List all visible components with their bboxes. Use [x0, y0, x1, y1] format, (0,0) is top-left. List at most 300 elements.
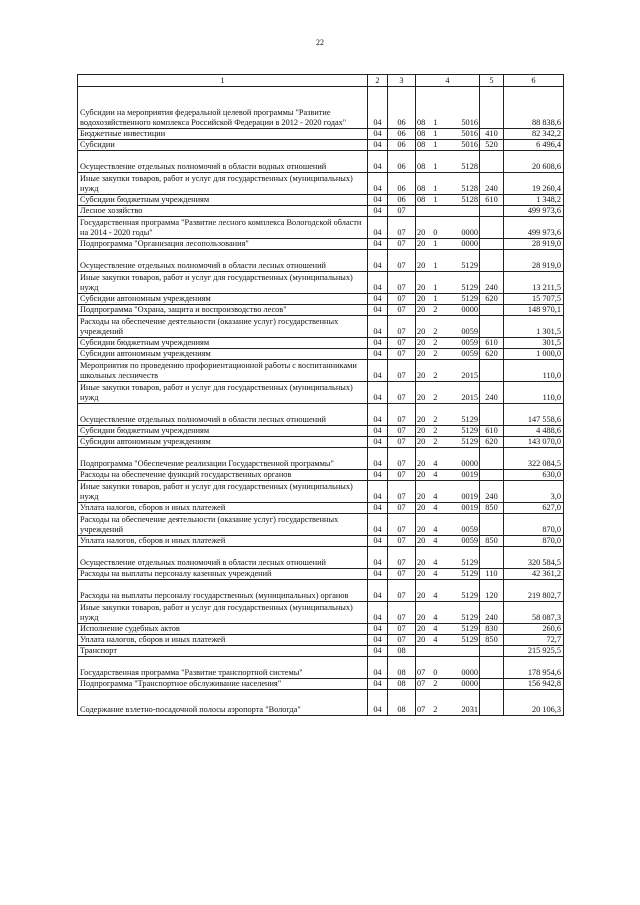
table-row [78, 602, 564, 624]
table-row [78, 140, 564, 151]
target-article-parts [417, 129, 478, 139]
section-code: 04 [368, 173, 388, 195]
direction-code [442, 239, 450, 249]
table-row [78, 316, 564, 338]
target-article-parts [417, 393, 478, 403]
direction-code [442, 492, 450, 502]
target-article-code [416, 536, 480, 547]
expense-code: 0000 [461, 679, 478, 688]
expense-code: 5129 [461, 635, 478, 644]
row-name: Субсидии бюджетным учреждениям [78, 338, 368, 349]
subsection-code: 06 [388, 151, 416, 173]
direction-code [442, 294, 450, 304]
amount: 156 942,8 [504, 679, 564, 690]
amount: 19 260,4 [504, 173, 564, 195]
section-code: 04 [368, 481, 388, 503]
amount: 301,5 [504, 338, 564, 349]
target-article-code [416, 239, 480, 250]
expense-type-code: 240 [480, 272, 504, 294]
direction-code [442, 140, 450, 150]
section-code: 04 [368, 437, 388, 448]
subsection-code: 07 [388, 360, 416, 382]
table-row [78, 217, 564, 239]
program-code: 20 [417, 470, 426, 479]
target-article-code [416, 250, 480, 272]
row-name: Расходы на выплаты персоналу казенных учреждений [78, 569, 368, 580]
expense-code: 5129 [461, 283, 478, 292]
row-name: Государственная программа "Развитие лесного комплекса Вологодской области на 2014 - 2020 годы" [78, 217, 368, 239]
table-row [78, 448, 564, 470]
expense-type-code: 610 [480, 195, 504, 206]
section-code: 04 [368, 250, 388, 272]
subsection-code: 07 [388, 437, 416, 448]
target-article-parts [417, 239, 478, 249]
subsection-code: 06 [388, 140, 416, 151]
table-row [78, 624, 564, 635]
section-code: 04 [368, 305, 388, 316]
target-article-code [416, 657, 480, 679]
table-header-row [78, 75, 564, 87]
section-code: 04 [368, 195, 388, 206]
amount: 147 558,6 [504, 404, 564, 426]
section-code: 04 [368, 569, 388, 580]
direction-code [442, 393, 450, 403]
subprogram-code: 2 [433, 349, 438, 358]
target-article-code [416, 151, 480, 173]
target-article-parts [417, 635, 478, 645]
subsection-code: 07 [388, 514, 416, 536]
expense-type-code [480, 305, 504, 316]
expense-code: 5129 [461, 294, 478, 303]
row-name: Субсидии автономным учреждениям [78, 294, 368, 305]
amount: 499 973,6 [504, 206, 564, 217]
expense-code: 0000 [461, 459, 478, 468]
amount: 260,6 [504, 624, 564, 635]
target-article-code [416, 217, 480, 239]
expense-code: 5016 [461, 140, 478, 149]
expense-type-code [480, 448, 504, 470]
section-code: 04 [368, 547, 388, 569]
program-code: 20 [417, 239, 426, 248]
row-name: Осуществление отдельных полномочий в области лесных отношений [78, 404, 368, 426]
direction-code [442, 162, 450, 172]
subsection-code: 08 [388, 657, 416, 679]
row-name: Субсидии автономным учреждениям [78, 437, 368, 448]
expense-type-code [480, 679, 504, 690]
row-name: Субсидии [78, 140, 368, 151]
expense-type-code: 240 [480, 602, 504, 624]
row-name: Осуществление отдельных полномочий в области лесных отношений [78, 250, 368, 272]
target-article-parts [417, 470, 478, 480]
direction-code [442, 371, 450, 381]
subprogram-code: 2 [433, 371, 438, 380]
expense-code: 5129 [461, 591, 478, 600]
expense-type-code [480, 646, 504, 657]
amount: 148 970,1 [504, 305, 564, 316]
program-code: 20 [417, 437, 426, 446]
amount: 320 584,5 [504, 547, 564, 569]
table-row [78, 360, 564, 382]
expense-code: 5129 [461, 415, 478, 424]
direction-code [442, 338, 450, 348]
target-article-parts [417, 705, 478, 715]
subsection-code: 07 [388, 272, 416, 294]
table-row [78, 195, 564, 206]
program-code: 20 [417, 371, 426, 380]
table-row [78, 503, 564, 514]
amount: 110,0 [504, 360, 564, 382]
program-code: 08 [417, 184, 426, 193]
program-code: 07 [417, 668, 426, 677]
section-code: 04 [368, 580, 388, 602]
target-article-code [416, 646, 480, 657]
subsection-code: 07 [388, 294, 416, 305]
program-code: 07 [417, 679, 426, 688]
direction-code [442, 195, 450, 205]
target-article-parts [417, 338, 478, 348]
section-code: 04 [368, 536, 388, 547]
target-article-code [416, 338, 480, 349]
program-code: 20 [417, 558, 426, 567]
expense-type-code: 110 [480, 569, 504, 580]
target-article-parts [417, 569, 478, 579]
section-code: 04 [368, 514, 388, 536]
column-header: 4 [416, 75, 480, 87]
column-header: 3 [388, 75, 416, 87]
target-article-code [416, 580, 480, 602]
subprogram-code: 2 [433, 705, 438, 714]
target-article-parts [417, 503, 478, 513]
row-name: Расходы на выплаты персоналу государственных (муниципальных) органов [78, 580, 368, 602]
row-name: Расходы на обеспечение деятельности (оказание услуг) государственных учреждений [78, 316, 368, 338]
expense-type-code: 240 [480, 382, 504, 404]
direction-code [442, 679, 450, 689]
target-article-parts [417, 437, 478, 447]
amount: 72,7 [504, 635, 564, 646]
subprogram-code: 1 [433, 129, 438, 138]
section-code: 04 [368, 316, 388, 338]
program-code: 20 [417, 338, 426, 347]
subprogram-code: 4 [433, 492, 438, 501]
expense-type-code [480, 206, 504, 217]
subprogram-code: 2 [433, 305, 438, 314]
direction-code [442, 327, 450, 337]
amount: 82 342,2 [504, 129, 564, 140]
target-article-code [416, 426, 480, 437]
program-code: 20 [417, 393, 426, 402]
target-article-parts [417, 261, 478, 271]
expense-code: 2031 [461, 705, 478, 714]
table-row [78, 87, 564, 129]
direction-code [442, 261, 450, 271]
expense-type-code: 850 [480, 635, 504, 646]
expense-code: 0019 [461, 470, 478, 479]
row-name: Субсидии бюджетным учреждениям [78, 426, 368, 437]
budget-table [77, 74, 564, 716]
direction-code [442, 536, 450, 546]
subprogram-code: 1 [433, 195, 438, 204]
subprogram-code: 0 [433, 228, 438, 237]
target-article-parts [417, 426, 478, 436]
expense-type-code [480, 657, 504, 679]
expense-type-code [480, 547, 504, 569]
subsection-code: 08 [388, 679, 416, 690]
program-code: 20 [417, 569, 426, 578]
direction-code [442, 415, 450, 425]
expense-code: 5128 [461, 195, 478, 204]
amount: 42 361,2 [504, 569, 564, 580]
target-article-parts [417, 679, 478, 689]
target-article-parts [417, 228, 478, 238]
subprogram-code: 4 [433, 536, 438, 545]
target-article-parts [417, 140, 478, 150]
column-header: 5 [480, 75, 504, 87]
expense-code: 5129 [461, 437, 478, 446]
expense-type-code: 410 [480, 129, 504, 140]
table-row [78, 657, 564, 679]
expense-type-code: 830 [480, 624, 504, 635]
expense-code: 0019 [461, 503, 478, 512]
target-article-parts [417, 591, 478, 601]
subsection-code: 08 [388, 646, 416, 657]
program-code: 20 [417, 415, 426, 424]
direction-code [442, 349, 450, 359]
direction-code [442, 525, 450, 535]
table-row [78, 338, 564, 349]
program-code: 08 [417, 118, 426, 127]
table-row [78, 250, 564, 272]
direction-code [442, 118, 450, 128]
expense-code: 5129 [461, 613, 478, 622]
subsection-code: 07 [388, 426, 416, 437]
section-code: 04 [368, 338, 388, 349]
target-article-code [416, 503, 480, 514]
expense-code: 0059 [461, 536, 478, 545]
subprogram-code: 2 [433, 437, 438, 446]
expense-type-code [480, 87, 504, 129]
subsection-code: 07 [388, 349, 416, 360]
amount: 627,0 [504, 503, 564, 514]
program-code: 20 [417, 635, 426, 644]
expense-code: 5129 [461, 261, 478, 270]
expense-code: 0059 [461, 349, 478, 358]
target-article-parts [417, 294, 478, 304]
amount: 110,0 [504, 382, 564, 404]
target-article-code [416, 294, 480, 305]
section-code: 04 [368, 657, 388, 679]
section-code: 04 [368, 129, 388, 140]
program-code: 20 [417, 283, 426, 292]
expense-code: 0000 [461, 305, 478, 314]
row-name: Лесное хозяйство [78, 206, 368, 217]
subprogram-code: 2 [433, 415, 438, 424]
target-article-parts [417, 118, 478, 128]
amount: 13 211,5 [504, 272, 564, 294]
target-article-parts [417, 195, 478, 205]
expense-code: 0059 [461, 327, 478, 336]
amount: 1 000,0 [504, 349, 564, 360]
target-article-code [416, 635, 480, 646]
direction-code [442, 459, 450, 469]
table-row [78, 294, 564, 305]
row-name: Иные закупки товаров, работ и услуг для государственных (муниципальных) нужд [78, 602, 368, 624]
table-row [78, 690, 564, 716]
program-code: 08 [417, 129, 426, 138]
program-code: 20 [417, 536, 426, 545]
direction-code [442, 613, 450, 623]
row-name: Субсидии бюджетным учреждениям [78, 195, 368, 206]
target-article-code [416, 360, 480, 382]
row-name: Подпрограмма "Обеспечение реализации Государственной программы" [78, 448, 368, 470]
table-row [78, 129, 564, 140]
column-header: 2 [368, 75, 388, 87]
target-article-parts [417, 525, 478, 535]
target-article-code [416, 129, 480, 140]
row-name: Уплата налогов, сборов и иных платежей [78, 503, 368, 514]
row-name: Уплата налогов, сборов и иных платежей [78, 536, 368, 547]
program-code: 20 [417, 228, 426, 237]
subsection-code: 07 [388, 305, 416, 316]
direction-code [442, 470, 450, 480]
row-name: Осуществление отдельных полномочий в области водных отношений [78, 151, 368, 173]
section-code: 04 [368, 679, 388, 690]
amount: 3,0 [504, 481, 564, 503]
program-code: 20 [417, 624, 426, 633]
direction-code [442, 228, 450, 238]
table-body [78, 87, 564, 716]
direction-code [442, 305, 450, 315]
expense-code: 5129 [461, 426, 478, 435]
section-code: 04 [368, 426, 388, 437]
expense-type-code [480, 690, 504, 716]
amount: 870,0 [504, 536, 564, 547]
table-row [78, 382, 564, 404]
table-row [78, 305, 564, 316]
target-article-code [416, 404, 480, 426]
direction-code [442, 283, 450, 293]
section-code: 04 [368, 272, 388, 294]
expense-code: 5129 [461, 558, 478, 567]
row-name: Иные закупки товаров, работ и услуг для государственных (муниципальных) нужд [78, 272, 368, 294]
subsection-code: 07 [388, 448, 416, 470]
table-row [78, 349, 564, 360]
row-name: Осуществление отдельных полномочий в области лесных отношений [78, 547, 368, 569]
program-code: 08 [417, 140, 426, 149]
amount: 88 838,6 [504, 87, 564, 129]
section-code: 04 [368, 690, 388, 716]
row-name: Бюджетные инвестиции [78, 129, 368, 140]
table-row [78, 404, 564, 426]
subsection-code: 07 [388, 602, 416, 624]
amount: 20 608,6 [504, 151, 564, 173]
direction-code [442, 569, 450, 579]
column-header: 6 [504, 75, 564, 87]
program-code: 20 [417, 503, 426, 512]
row-name: Транспорт [78, 646, 368, 657]
subsection-code: 07 [388, 624, 416, 635]
table-row [78, 536, 564, 547]
amount: 215 925,5 [504, 646, 564, 657]
section-code: 04 [368, 294, 388, 305]
target-article-code [416, 481, 480, 503]
target-article-parts [417, 283, 478, 293]
table-row [78, 437, 564, 448]
section-code: 04 [368, 349, 388, 360]
expense-type-code [480, 151, 504, 173]
expense-type-code: 620 [480, 349, 504, 360]
target-article-code [416, 602, 480, 624]
target-article-code [416, 382, 480, 404]
section-code: 04 [368, 382, 388, 404]
row-name: Содержание взлетно-посадочной полосы аэропорта "Вологда" [78, 690, 368, 716]
target-article-code [416, 272, 480, 294]
subprogram-code: 1 [433, 184, 438, 193]
section-code: 04 [368, 87, 388, 129]
subsection-code: 07 [388, 547, 416, 569]
expense-code: 5128 [461, 162, 478, 171]
direction-code [442, 624, 450, 634]
table-row [78, 272, 564, 294]
amount: 20 106,3 [504, 690, 564, 716]
program-code: 08 [417, 195, 426, 204]
amount: 322 084,5 [504, 448, 564, 470]
expense-code: 5016 [461, 129, 478, 138]
subsection-code: 06 [388, 129, 416, 140]
section-code: 04 [368, 239, 388, 250]
subsection-code: 07 [388, 635, 416, 646]
subprogram-code: 0 [433, 668, 438, 677]
row-name: Субсидии автономным учреждениям [78, 349, 368, 360]
program-code: 08 [417, 162, 426, 171]
expense-code: 0000 [461, 228, 478, 237]
subprogram-code: 4 [433, 525, 438, 534]
amount: 870,0 [504, 514, 564, 536]
subprogram-code: 2 [433, 327, 438, 336]
subprogram-code: 2 [433, 338, 438, 347]
expense-type-code [480, 239, 504, 250]
direction-code [442, 437, 450, 447]
amount: 6 496,4 [504, 140, 564, 151]
subprogram-code: 4 [433, 503, 438, 512]
subprogram-code: 4 [433, 569, 438, 578]
expense-code: 5128 [461, 184, 478, 193]
target-article-parts [417, 327, 478, 337]
amount: 630,0 [504, 470, 564, 481]
subsection-code: 07 [388, 569, 416, 580]
program-code: 20 [417, 591, 426, 600]
subsection-code: 07 [388, 470, 416, 481]
program-code: 20 [417, 459, 426, 468]
subprogram-code: 1 [433, 261, 438, 270]
target-article-code [416, 87, 480, 129]
subprogram-code: 4 [433, 591, 438, 600]
row-name: Подпрограмма "Транспортное обслуживание населения" [78, 679, 368, 690]
target-article-code [416, 305, 480, 316]
target-article-code [416, 679, 480, 690]
row-name: Уплата налогов, сборов и иных платежей [78, 635, 368, 646]
expense-code: 0059 [461, 338, 478, 347]
table-row [78, 239, 564, 250]
expense-type-code [480, 514, 504, 536]
expense-code: 2015 [461, 371, 478, 380]
direction-code [442, 591, 450, 601]
section-code: 04 [368, 404, 388, 426]
program-code: 20 [417, 294, 426, 303]
subprogram-code: 1 [433, 140, 438, 149]
amount: 4 488,6 [504, 426, 564, 437]
target-article-code [416, 470, 480, 481]
target-article-parts [417, 558, 478, 568]
